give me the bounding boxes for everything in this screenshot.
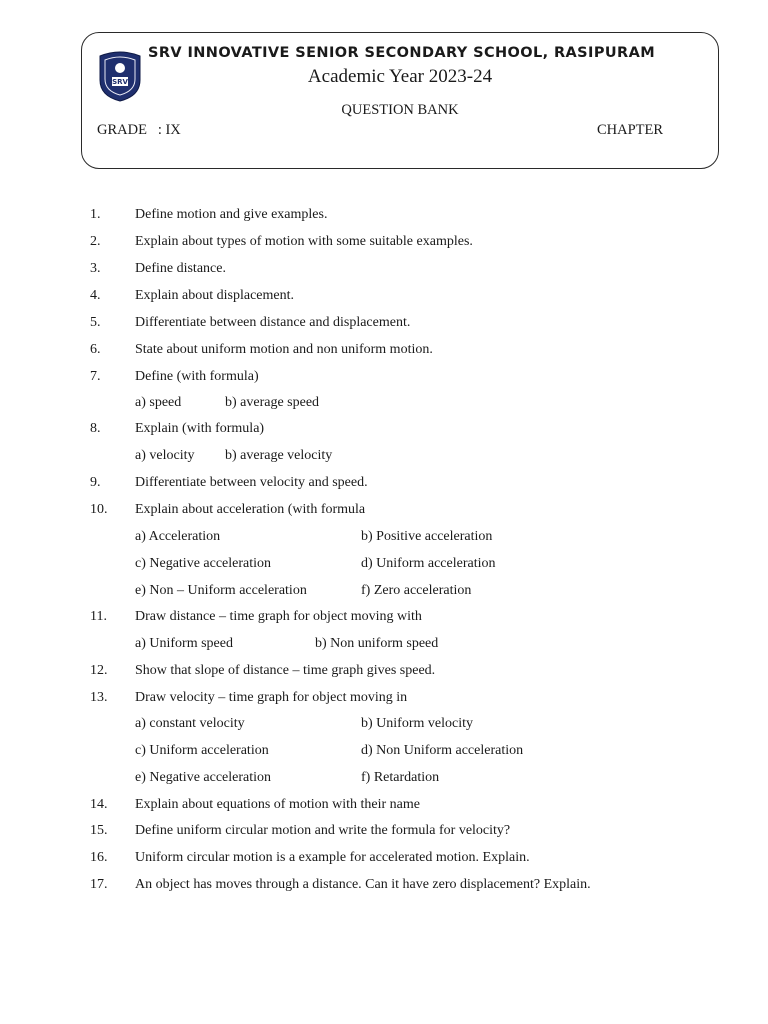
question-option: c) Uniform acceleration	[135, 743, 269, 758]
svg-text:SRV: SRV	[112, 78, 128, 86]
question-text: Define motion and give examples.	[135, 207, 328, 222]
question-option: b) Positive acceleration	[361, 529, 493, 544]
question-option: b) average velocity	[225, 448, 333, 463]
question-option: b) Non uniform speed	[315, 636, 439, 651]
question-text: Draw distance – time graph for object moving with	[135, 609, 422, 624]
question-number: 3.	[90, 261, 101, 276]
question-text: Define uniform circular motion and write the formula for velocity?	[135, 823, 511, 838]
question-number: 14.	[90, 797, 108, 812]
question-option: e) Negative acceleration	[135, 770, 272, 785]
school-name: SRV INNOVATIVE SENIOR SECONDARY SCHOOL, RASIPURAM	[148, 45, 656, 61]
question-option: a) constant velocity	[135, 716, 245, 731]
question-option: f) Zero acceleration	[361, 583, 472, 598]
question-text: Explain (with formula)	[135, 421, 265, 436]
question-option: a) speed	[135, 395, 182, 410]
question-number: 5.	[90, 315, 101, 330]
question-option: a) Uniform speed	[135, 636, 233, 651]
question-number: 4.	[90, 288, 101, 303]
question-number: 12.	[90, 663, 108, 678]
question-option: d) Non Uniform acceleration	[361, 743, 524, 758]
question-text: Explain about displacement.	[135, 288, 295, 303]
question-number: 15.	[90, 823, 108, 838]
grade-label: GRADE : IX	[97, 122, 181, 138]
question-text: Explain about acceleration (with formula	[135, 502, 366, 517]
question-number: 1.	[90, 207, 101, 222]
question-option: a) Acceleration	[135, 529, 221, 544]
question-option: b) average speed	[225, 395, 320, 410]
question-text: Uniform circular motion is a example for accelerated motion. Explain.	[135, 850, 530, 865]
question-number: 11.	[90, 609, 107, 624]
question-option: a) velocity	[135, 448, 195, 463]
question-text: Explain about types of motion with some suitable examples.	[135, 234, 473, 249]
question-number: 2.	[90, 234, 101, 249]
question-option: b) Uniform velocity	[361, 716, 473, 731]
question-number: 13.	[90, 690, 108, 705]
question-option: c) Negative acceleration	[135, 556, 272, 571]
question-option: e) Non – Uniform acceleration	[135, 583, 307, 598]
question-number: 16.	[90, 850, 108, 865]
question-number: 8.	[90, 421, 101, 436]
question-number: 10.	[90, 502, 108, 517]
question-number: 17.	[90, 877, 108, 892]
question-option: f) Retardation	[361, 770, 440, 785]
question-text: Draw velocity – time graph for object moving in	[135, 690, 408, 705]
question-text: Explain about equations of motion with their name	[135, 797, 420, 812]
question-text: Define distance.	[135, 261, 226, 276]
question-text: Differentiate between velocity and speed.	[135, 475, 368, 490]
page-title: QUESTION BANK	[341, 102, 459, 118]
question-text: Define (with formula)	[135, 369, 259, 384]
question-text: State about uniform motion and non uniform motion.	[135, 342, 433, 357]
academic-year: Academic Year 2023-24	[307, 66, 493, 87]
question-text: Differentiate between distance and displacement.	[135, 315, 411, 330]
chapter-label: CHAPTER	[597, 122, 664, 138]
question-number: 6.	[90, 342, 101, 357]
question-text: An object has moves through a distance. Can it have zero displacement? Explain.	[135, 877, 591, 892]
question-text: Show that slope of distance – time graph gives speed.	[135, 663, 436, 678]
question-number: 9.	[90, 475, 101, 490]
question-option: d) Uniform acceleration	[361, 556, 496, 571]
question-number: 7.	[90, 369, 101, 384]
